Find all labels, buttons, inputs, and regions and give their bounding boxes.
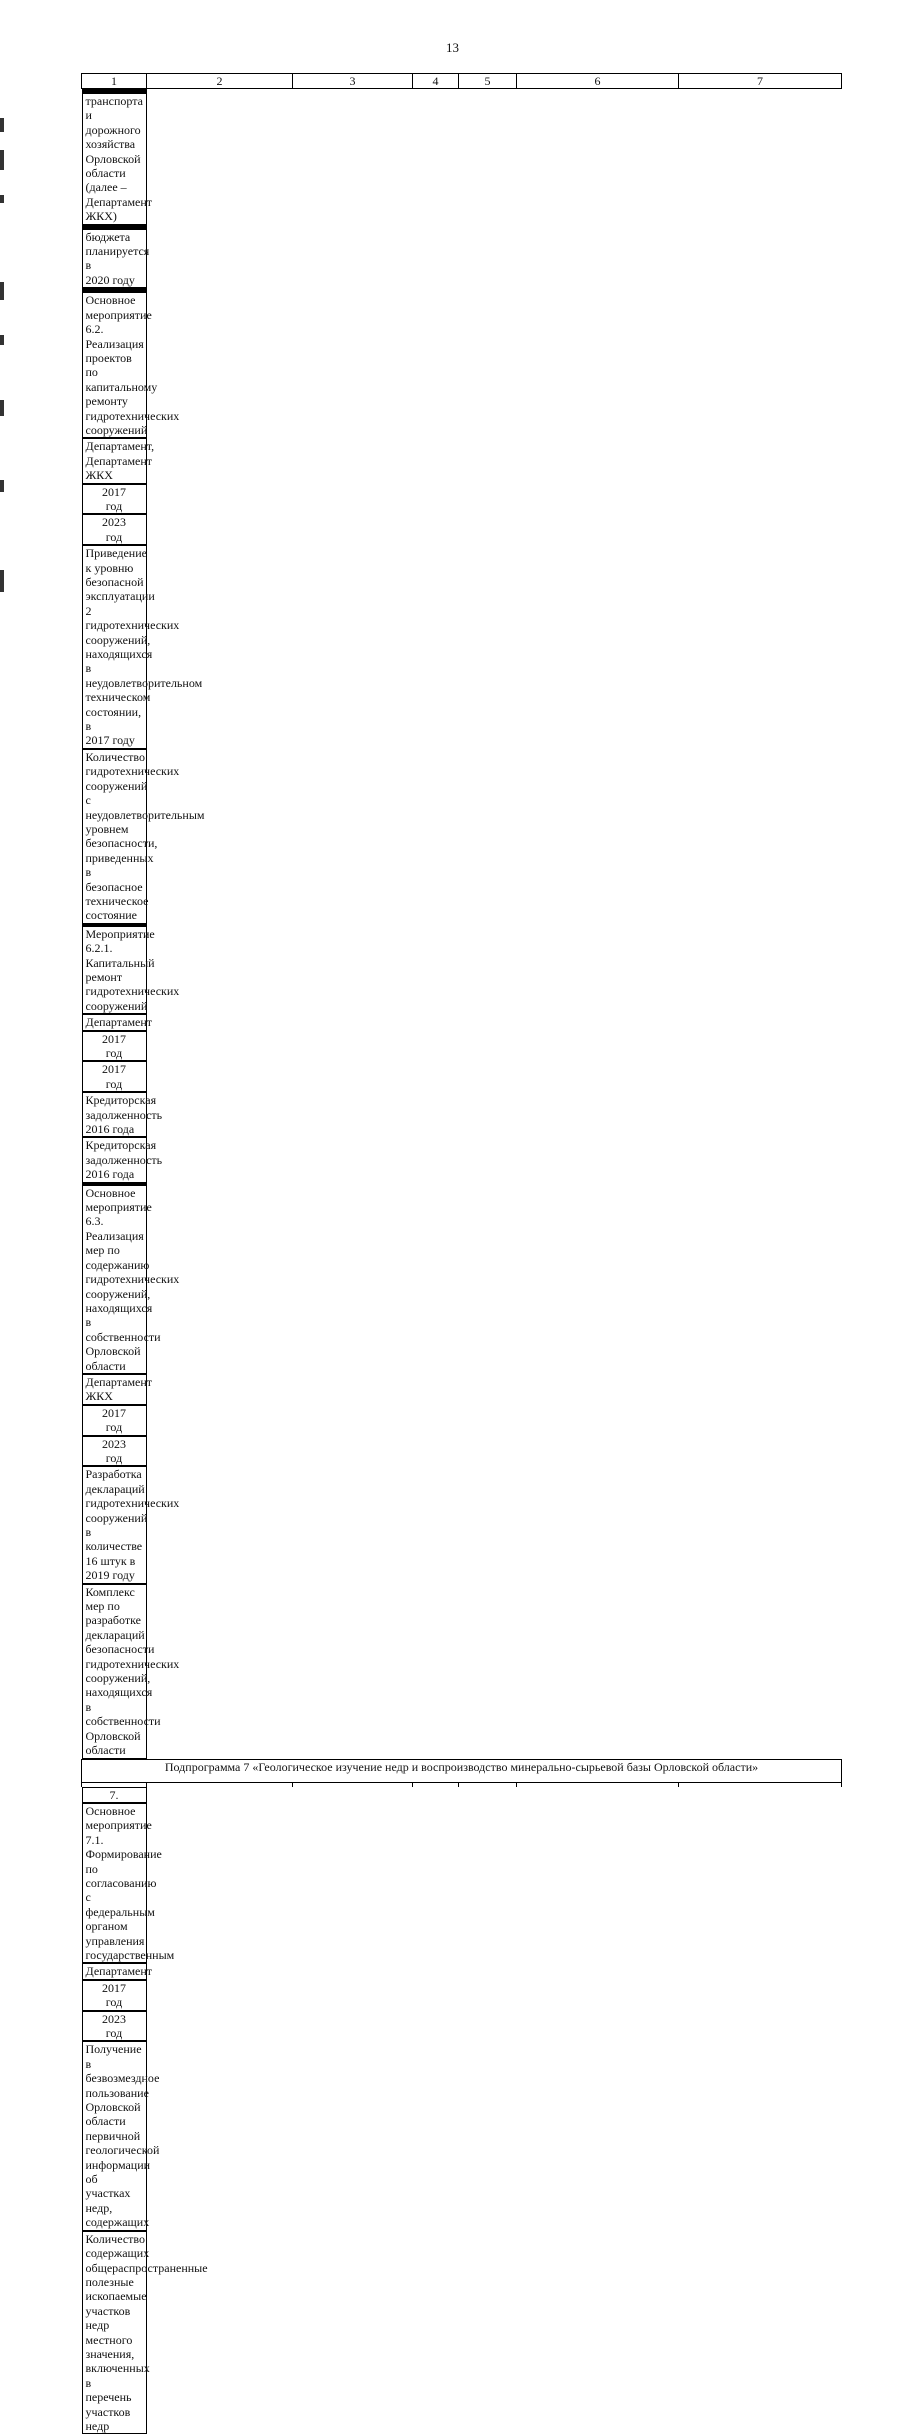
cell-expected-result: бюджета планируется в 2020 году xyxy=(82,229,147,289)
column-header: 5 xyxy=(459,74,517,89)
gap-cell xyxy=(413,1782,459,1787)
table-row xyxy=(82,1183,842,1759)
cell-end-year: 2023 год xyxy=(82,2011,147,2042)
scan-edge-mark xyxy=(0,335,4,345)
cell-activity: Мероприятие 6.2.1. Капитальный ремонт гидротехнических сооружений xyxy=(82,926,147,1014)
scan-edge-mark xyxy=(0,480,4,492)
cell-end-year: 2023 год xyxy=(82,514,147,545)
program-table xyxy=(81,73,842,2434)
cell-start-year: 2017 год xyxy=(82,1980,147,2011)
cell-expected-result: Разработка деклараций гидротехнических сооружений в количестве 16 штук в 2019 году xyxy=(82,1466,147,1583)
gap-cell xyxy=(517,1782,679,1787)
cell-expected-result: Кредиторская задолженность 2016 года xyxy=(82,1092,147,1137)
scan-edge-mark xyxy=(0,400,4,416)
table-row xyxy=(82,290,842,923)
cell-executor: транспорта и дорожного хозяйства Орловской области (далее – Департамент ЖКХ) xyxy=(82,93,147,225)
cell-activity: Основное мероприятие 6.3. Реализация мер по содержанию гидротехнических сооружений, находящихся в собственности Орловской области xyxy=(82,1185,147,1374)
column-header: 2 xyxy=(147,74,293,89)
cell-expected-result: Приведение к уровню безопасной эксплуатации 2 гидротехнических сооружений, находящихся в неудовлетворительном техническом состоянии, в 2017 году xyxy=(82,545,147,749)
gap-cell xyxy=(147,1782,293,1787)
column-header: 7 xyxy=(679,74,842,89)
cell-indicator: Комплекс мер по разработке деклараций безопасности гидротехнических сооружений, находящихся в собственности Орловской области xyxy=(82,1584,147,1759)
column-header: 3 xyxy=(293,74,413,89)
cell-executor: Департамент xyxy=(82,1963,147,1979)
cell-indicator: Количество содержащих общераспространенные полезные ископаемые участков недр местного значения, включенных в перечень участков недр xyxy=(82,2231,147,2434)
cell-start-year: 2017 год xyxy=(82,1405,147,1436)
scan-edge-mark xyxy=(0,570,4,592)
scan-edge-mark xyxy=(0,150,4,170)
table-row xyxy=(82,89,842,291)
cell-start-year: 2017 год xyxy=(82,484,147,515)
cell-expected-result: Получение в безвозмездное пользование Орловской области первичной геологической информации об участках недр, содержащих xyxy=(82,2041,147,2230)
column-header: 1 xyxy=(82,74,147,89)
table-row xyxy=(82,924,842,1183)
table-row xyxy=(82,1787,842,2434)
scan-edge-marks xyxy=(0,0,8,640)
cell-number: 7. xyxy=(82,1787,147,1803)
cell-indicator: Кредиторская задолженность 2016 года xyxy=(82,1137,147,1182)
cell-executor: Департамент ЖКХ xyxy=(82,1374,147,1405)
cell-indicator: Количество гидротехнических сооружений с неудовлетворительным уровнем безопасности, приведенных в безопасное техническое состояние xyxy=(82,749,147,924)
subprogram-row xyxy=(82,1759,842,1782)
scan-edge-mark xyxy=(0,282,4,300)
cell-end-year: 2023 год xyxy=(82,1436,147,1467)
column-number-header xyxy=(82,74,842,89)
table-gap xyxy=(82,1782,842,1787)
gap-cell xyxy=(679,1782,842,1787)
cell-executor: Департамент, Департамент ЖКХ xyxy=(82,438,147,483)
scan-edge-mark xyxy=(0,195,4,203)
cell-start-year: 2017 год xyxy=(82,1031,147,1062)
page-number: 13 xyxy=(0,40,905,56)
column-header: 4 xyxy=(413,74,459,89)
column-header: 6 xyxy=(517,74,679,89)
cell-activity: Основное мероприятие 7.1. Формирование по согласованию с федеральным органом управления государственным xyxy=(82,1803,147,1963)
cell-activity: Основное мероприятие 6.2. Реализация проектов по капитальному ремонту гидротехнических сооружений xyxy=(82,292,147,438)
scan-edge-mark xyxy=(0,118,4,132)
subprogram-title: Подпрограмма 7 «Геологическое изучение недр и воспроизводство минерально-сырьевой базы Орловской области» xyxy=(82,1759,842,1782)
gap-cell xyxy=(293,1782,413,1787)
cell-end-year: 2017 год xyxy=(82,1061,147,1092)
cell-executor: Департамент xyxy=(82,1014,147,1030)
gap-cell xyxy=(459,1782,517,1787)
